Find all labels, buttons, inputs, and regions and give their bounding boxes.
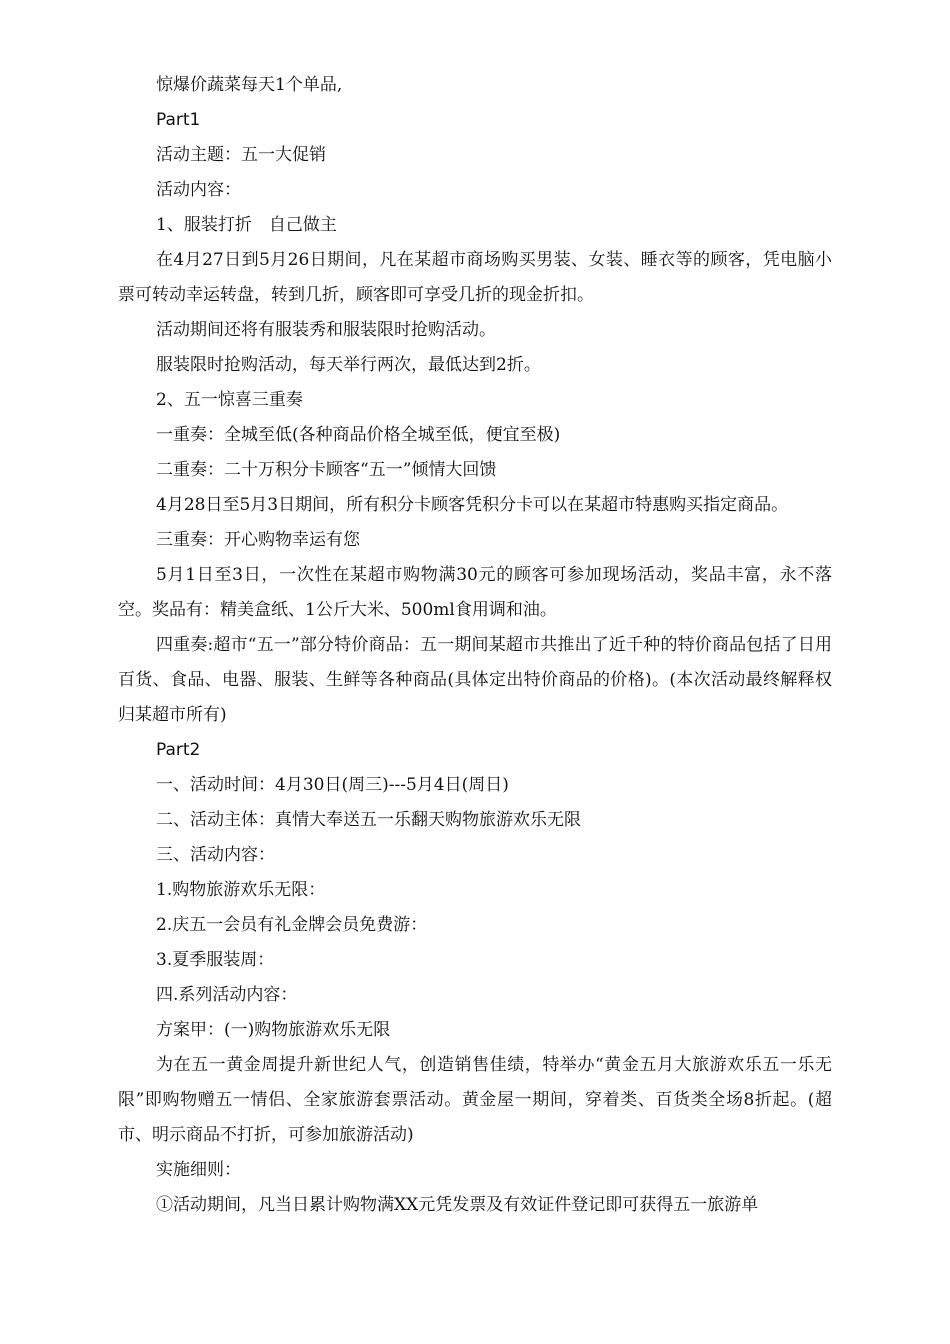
paragraph: 二重奏：二十万积分卡顾客“五一”倾情大回馈 bbox=[156, 460, 497, 480]
paragraph: 一重奏：全城至低(各种商品价格全城至低，便宜至极) bbox=[156, 425, 561, 445]
paragraph: 实施细则： bbox=[156, 1160, 241, 1180]
paragraph: 2、五一惊喜三重奏 bbox=[156, 390, 303, 410]
paragraph: 3.夏季服装周： bbox=[156, 950, 275, 970]
paragraph: 1、服装打折 自己做主 bbox=[156, 215, 337, 235]
paragraph: 三重奏：开心购物幸运有您 bbox=[156, 530, 360, 550]
paragraph: 在4月27日到5月26日期间，凡在某超市商场购买男装、女装、睡衣等的顾客，凭电脑小票可转动幸运转盘，转到几折，顾客即可享受几折的现金折扣。 bbox=[118, 250, 832, 305]
paragraph: 2.庆五一会员有礼金牌会员免费游： bbox=[156, 915, 428, 935]
paragraph: 惊爆价蔬菜每天1个单品, bbox=[156, 75, 343, 95]
paragraph: 1.购物旅游欢乐无限： bbox=[156, 880, 326, 900]
paragraph: 活动主题：五一大促销 bbox=[156, 145, 326, 165]
paragraph: 4月28日至5月3日期间，所有积分卡顾客凭积分卡可以在某超市特惠购买指定商品。 bbox=[156, 495, 789, 515]
paragraph: 活动期间还将有服装秀和服装限时抢购活动。 bbox=[156, 320, 496, 340]
paragraph: ①活动期间，凡当日累计购物满XX元凭发票及有效证件登记即可获得五一旅游单 bbox=[156, 1195, 759, 1215]
section-heading-part1: Part1 bbox=[156, 110, 201, 130]
paragraph: 活动内容： bbox=[156, 180, 241, 200]
paragraph: 四重奏:超市“五一”部分特价商品：五一期间某超市共推出了近千种的特价商品包括了日用百货、食品、电器、服装、生鲜等各种商品(具体定出特价商品的价格)。(本次活动最终解释权归某超市所有) bbox=[118, 635, 832, 725]
paragraph: 5月1日至3日，一次性在某超市购物满30元的顾客可参加现场活动，奖品丰富，永不落空。奖品有：精美盒纸、1公斤大米、500ml食用调和油。 bbox=[118, 565, 832, 620]
paragraph: 三、活动内容： bbox=[156, 845, 275, 865]
paragraph: 为在五一黄金周提升新世纪人气，创造销售佳绩，特举办“黄金五月大旅游欢乐五一乐无限”即购物赠五一情侣、全家旅游套票活动。黄金屋一期间，穿着类、百货类全场8折起。(超市、明示商品不打折，可参加旅游活动) bbox=[118, 1055, 832, 1145]
section-heading-part2: Part2 bbox=[156, 740, 201, 760]
paragraph: 四.系列活动内容： bbox=[156, 985, 298, 1005]
paragraph: 服装限时抢购活动，每天举行两次，最低达到2折。 bbox=[156, 355, 541, 375]
paragraph: 二、活动主体：真情大奉送五一乐翻天购物旅游欢乐无限 bbox=[156, 810, 581, 830]
paragraph: 方案甲：(一)购物旅游欢乐无限 bbox=[156, 1020, 391, 1040]
paragraph: 一、活动时间：4月30日(周三)---5月4日(周日) bbox=[156, 775, 509, 795]
